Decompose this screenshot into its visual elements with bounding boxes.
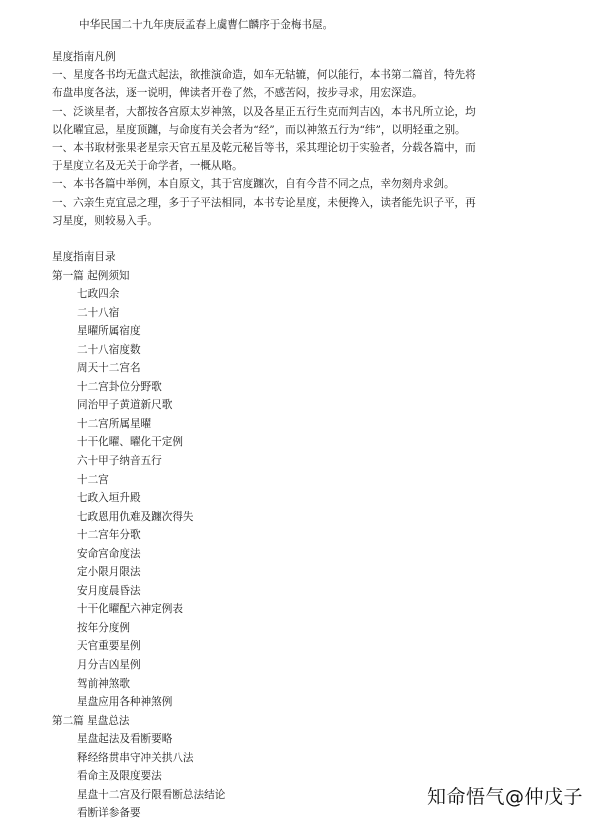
toc-item: 十二宫所属星曜 <box>77 417 152 430</box>
fanli-line: 一、泛谈星者，大都按各宫原太岁神煞，以及各星正五行生克而判吉凶，本书凡所立论，均 <box>52 105 476 118</box>
fanli-line: 一、六亲生克宜忌之理，多于子平法相同，本书专论星度，未便搀入，读者能先识子平，再 <box>52 196 476 209</box>
toc-item: 星曜所属宿度 <box>77 325 141 338</box>
toc-item: 同治甲子黄道新尺歌 <box>77 399 173 412</box>
fanli-line: 一、本书取材张果老星宗天官五星及乾元秘旨等书，采其理论切于实验者，分载各篇中，而 <box>52 141 476 154</box>
fanli-line: 布盘串度各法，逐一说明，俾读者开卷了然，不感苦闷，按步寻求，用宏深造。 <box>52 87 423 100</box>
toc-item: 按年分度例 <box>77 621 130 634</box>
toc-item: 星盘起法及看断要略 <box>77 733 173 746</box>
fanli-line: 一、本书各篇中举例，本自原文，其于宫度躔次，自有今昔不同之点，幸勿刻舟求剑。 <box>52 178 455 191</box>
toc-item: 十干化曜、曜化干定例 <box>77 436 183 449</box>
watermark: 知命悟气@仲戊子 <box>426 786 583 808</box>
toc-item: 十干化曜配六神定例表 <box>77 603 183 616</box>
toc-item: 二十八宿 <box>77 306 120 319</box>
preface-signature: 中华民国二十九年庚辰孟春上虞曹仁麟序于金梅书屋。 <box>79 19 334 31</box>
toc-item: 七政恩用仇难及躔次得失 <box>77 510 194 523</box>
toc-item: 安命宫命度法 <box>77 547 141 560</box>
toc-item: 星盘十二宫及行限看断总法结论 <box>77 788 226 801</box>
toc-item: 星盘应用各种神煞例 <box>77 696 173 709</box>
toc-title: 星度指南目录 <box>52 251 116 263</box>
table-of-contents <box>52 248 532 823</box>
toc-item: 看断详参备要 <box>77 807 141 820</box>
toc-item: 驾前神煞歌 <box>77 677 130 690</box>
toc-item: 定小限月限法 <box>77 566 141 579</box>
toc-item: 安月度晨昏法 <box>77 584 141 597</box>
toc-item: 周天十二宫名 <box>77 362 141 375</box>
fanli-line: 一、星度各书均无盘式起法，欲推演命造，如车无轱辘，何以能行，本书第二篇首，特先将 <box>52 69 476 82</box>
toc-item: 天官重要星例 <box>77 640 141 653</box>
fanli-line: 于星度立名及无关于命学者，一概从略。 <box>52 160 243 173</box>
toc-item: 释经络贯串守冲关拱八法 <box>77 751 194 764</box>
toc-item: 十二宫 <box>77 473 109 486</box>
toc-item: 六十甲子纳音五行 <box>77 455 162 468</box>
toc-part-heading: 第一篇 起例须知 <box>52 269 130 282</box>
fanli-line: 习星度，则较易入手。 <box>52 214 158 227</box>
toc-item: 十二宫卦位分野歌 <box>77 380 162 393</box>
fanli-line: 以化曜宜忌，星度顶躔，与命度有关会者为“经”，而以神煞五行为“纬”，以明轻重之别。 <box>52 123 466 136</box>
toc-part-heading: 第二篇 星盘总法 <box>52 714 130 727</box>
toc-item: 看命主及限度要法 <box>77 770 162 783</box>
toc-item: 七政四余 <box>77 288 120 301</box>
toc-item: 二十八宿度数 <box>77 343 141 356</box>
toc-item: 十二宫年分歌 <box>77 529 141 542</box>
toc-item: 月分吉凶星例 <box>77 659 141 672</box>
toc-item: 七政入垣升殿 <box>77 492 141 505</box>
fanli-title: 星度指南凡例 <box>52 51 116 63</box>
fanli-section <box>52 48 532 230</box>
